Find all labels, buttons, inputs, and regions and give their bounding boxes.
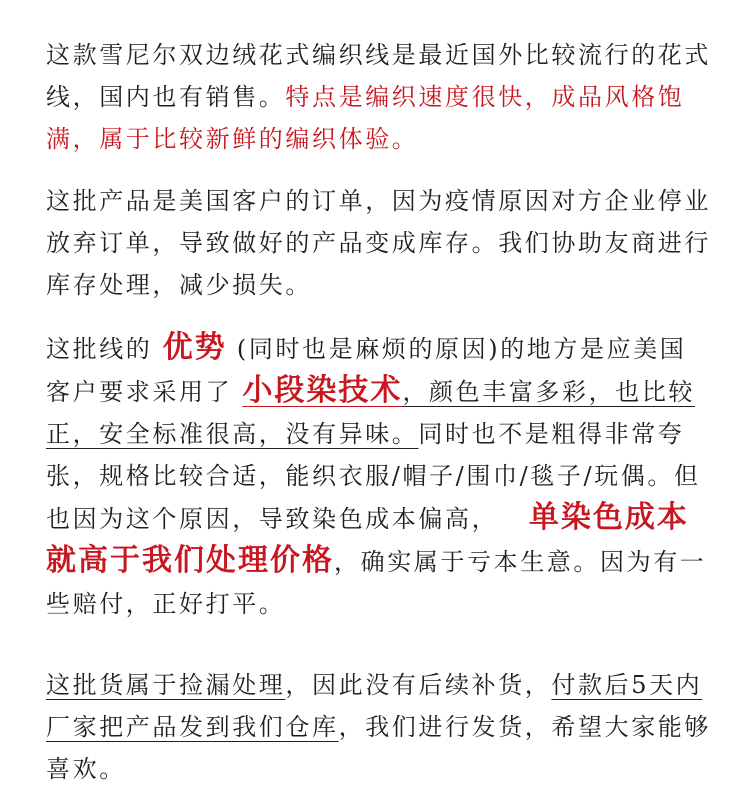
features-highlight: 特点是编织速度很快，成品风格饱满，属于比较新鲜的编织体验。 [46,83,685,153]
closing-text: ，我们进行发货，希望大家能够喜欢。 [46,713,712,783]
background-paragraph [46,180,712,306]
loss-text: ，确实属于亏本生意。因为有一些赔付，正好打平。 [46,548,707,618]
intro-text: 这款雪尼尔双边绒花式编织线是最近国外比较流行的花式线，国内也有销售。 [46,41,711,111]
advantage-keyword: 优势 [162,330,227,365]
color-quality-text: ，颜色丰富多彩，也比较正，安全标准很高，没有异味。 [46,378,696,448]
dyeing-technique-highlight: 小段染技术 [242,373,403,408]
intro-paragraph [46,34,712,160]
advantage-note: (同时也是麻烦的原因)的地方是应美国客户要求采用了 [46,335,687,406]
cost-highlight: 单染色成本就高于我们处理价格 [46,500,689,578]
delivery-time-text: 付款后5天内厂家把产品发到我们仓库 [46,671,703,741]
no-restock-text: ，因此没有后续补货， [285,671,552,699]
spec-text: 同时也不是粗得非常夸张，规格比较合适，能织衣服/帽子/围巾/毯子/玩偶。但也因为这个原因，导致染色成本偏高， [46,420,701,533]
advantage-lead: 这批线的 [46,335,153,363]
shipping-paragraph [46,664,712,790]
background-text: 这批产品是美国客户的订单，因为疫情原因对方企业停业放弃订单，导致做好的产品变成库存。我们协助友商进行库存处理，减少损失。 [46,187,711,299]
advantage-paragraph [46,327,712,625]
bargain-text: 这批货属于捡漏处理 [46,671,286,699]
